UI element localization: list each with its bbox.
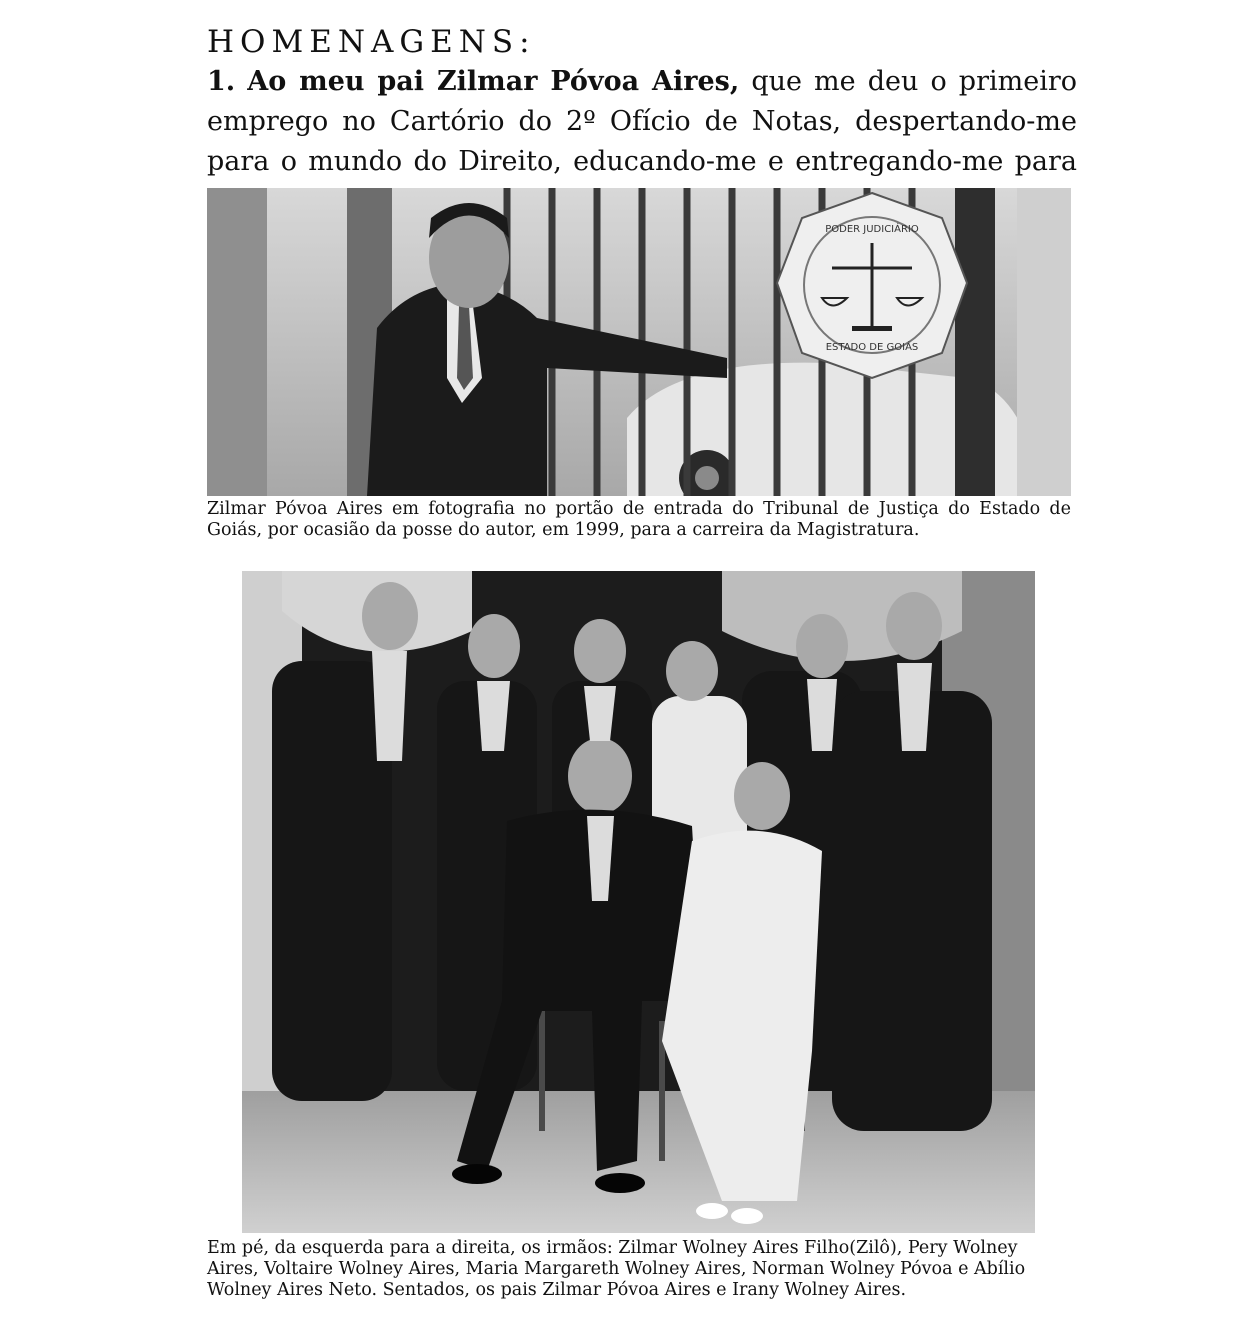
- seal-bottom-text: ESTADO DE GOIÁS: [825, 342, 919, 353]
- family-photo: [242, 571, 1035, 1233]
- tribute-text: que me deu o primeiro emprego no Cartório do 2º Ofício de Notas, despertando-me para o mundo do Direito, educando-me e entregando-me para: [207, 66, 1077, 177]
- family-photo-caption: Em pé, da esquerda para a direita, os irmãos: Zilmar Wolney Aires Filho(Zilô), Pery Wolney Aires, Voltaire Wolney Aires, Maria Margareth Wolney Aires, Norman Wolney Póvoa e Abílio Wolney Aires Neto. Sentados, os pais Zilmar Póvoa Aires e Irany Wolney Aires.: [207, 1238, 1026, 1300]
- gate-photo: [207, 188, 1071, 496]
- family-photo-illustration: [242, 571, 1035, 1233]
- gate-photo-illustration: [207, 188, 1071, 496]
- tribute-number: 1.: [207, 66, 236, 97]
- gate-photo-caption: Zilmar Póvoa Aires em fotografia no portão de entrada do Tribunal de Justiça do Estado de Goiás, por ocasião da posse do autor, em 1999, para a carreira da Magistratura.: [207, 499, 1071, 540]
- seal-top-text: PODER JUDICIÁRIO: [825, 224, 919, 235]
- tribute-lead: Ao meu pai Zilmar Póvoa Aires,: [247, 66, 740, 97]
- page-heading: HOMENAGENS:: [207, 24, 536, 60]
